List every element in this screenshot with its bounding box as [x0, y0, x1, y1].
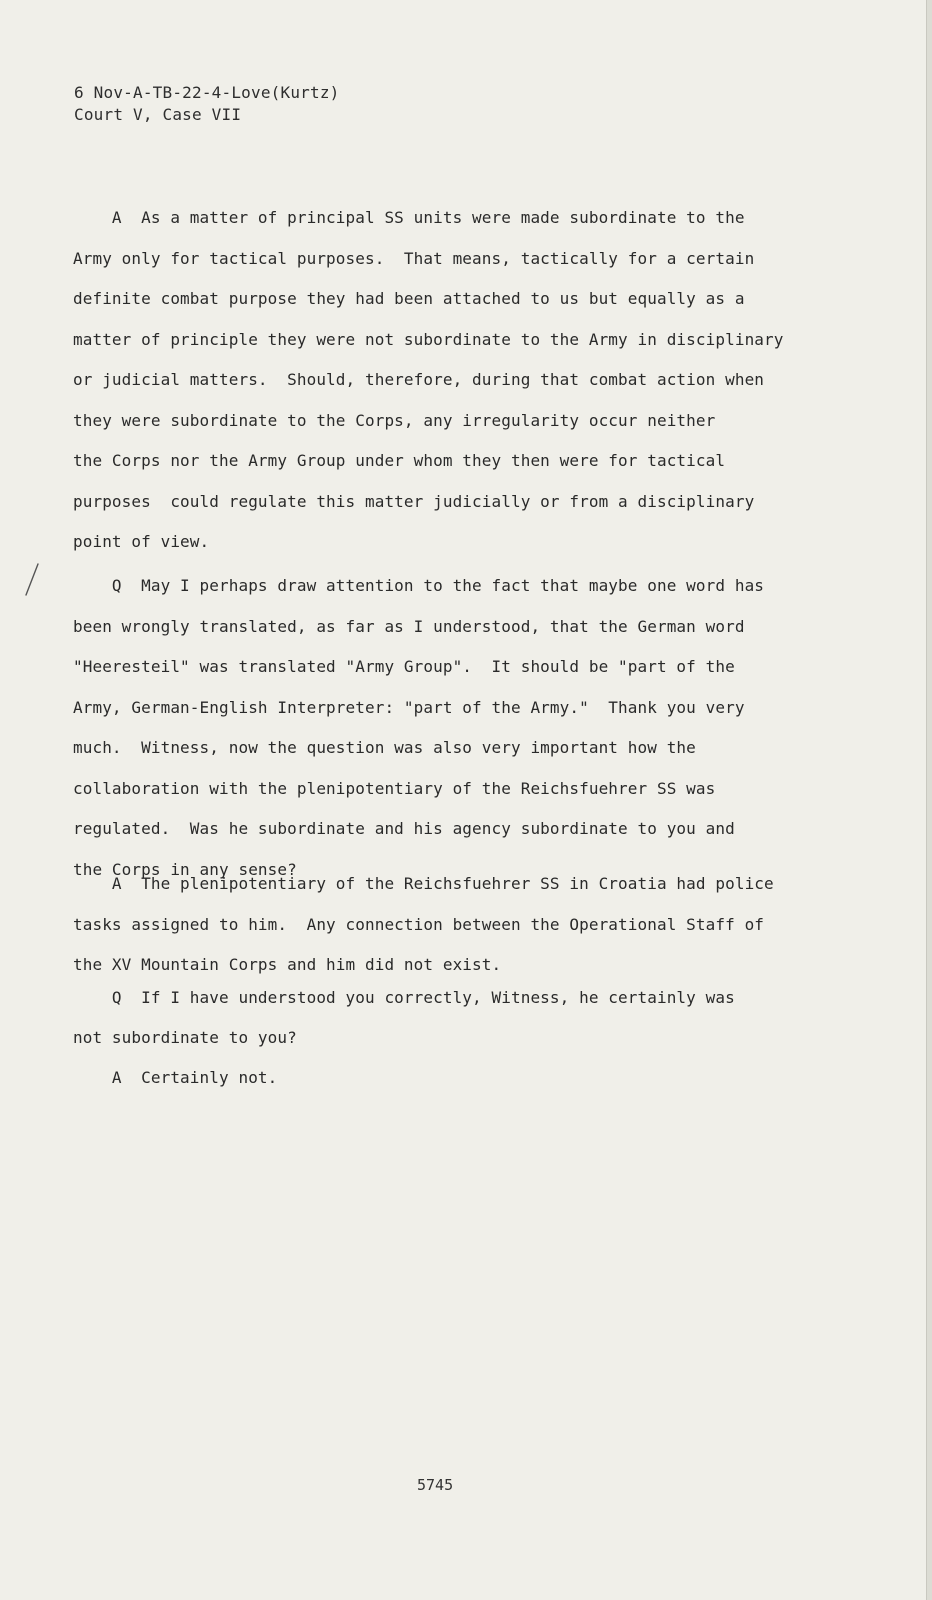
transcript-line: tasks assigned to him. Any connection between the Operational Staff of: [73, 914, 765, 934]
transcript-line: A Certainly not.: [73, 1068, 278, 1087]
transcript-line: Army only for tactical purposes. That means, tactically for a certain: [73, 248, 755, 268]
transcript-line: definite combat purpose they had been attached to us but equally as a: [73, 289, 745, 308]
page-number: 5745: [417, 1476, 454, 1494]
transcript-line: "Heeresteil" was translated "Army Group". It should be "part of the: [73, 657, 735, 676]
transcript-line: been wrongly translated, as far as I understood, that the German word: [73, 616, 745, 636]
document-header: [74, 82, 340, 126]
transcript-line: Army, German-English Interpreter: "part of the Army." Thank you very: [73, 697, 745, 717]
transcript-line: collaboration with the plenipotentiary of the Reichsfuehrer SS was: [73, 778, 716, 798]
transcript-line: not subordinate to you?: [73, 1028, 297, 1047]
transcript-line: purposes could regulate this matter judicially or from a disciplinary: [73, 491, 755, 511]
header-court-line: Court V, Case VII: [74, 105, 242, 124]
transcript-line: point of view.: [73, 532, 210, 551]
transcript-line: regulated. Was he subordinate and his agency subordinate to you and: [73, 819, 735, 838]
header-reference-line: 6 Nov-A-TB-22-4-Love(Kurtz): [74, 83, 340, 102]
transcript-line: matter of principle they were not subordinate to the Army in disciplinary: [73, 329, 784, 349]
transcript-line: they were subordinate to the Corps, any irregularity occur neither: [73, 410, 716, 430]
transcript-line: the XV Mountain Corps and him did not exist.: [73, 955, 502, 974]
transcript-line: the Corps nor the Army Group under whom they then were for tactical: [73, 451, 726, 470]
transcript-line: Q If I have understood you correctly, Witness, he certainly was: [73, 988, 735, 1007]
margin-pencil-mark: [22, 562, 42, 598]
transcript-line: the Corps in any sense?: [73, 859, 297, 879]
transcript-line: much. Witness, now the question was also very important how the: [73, 738, 696, 757]
transcript-line: or judicial matters. Should, therefore, during that combat action when: [73, 370, 765, 389]
transcript-line: A The plenipotentiary of the Reichsfuehrer SS in Croatia had police: [73, 874, 774, 893]
transcript-line: A As a matter of principal SS units were made subordinate to the: [73, 208, 745, 227]
transcript-line: Q May I perhaps draw attention to the fact that maybe one word has: [73, 576, 765, 595]
